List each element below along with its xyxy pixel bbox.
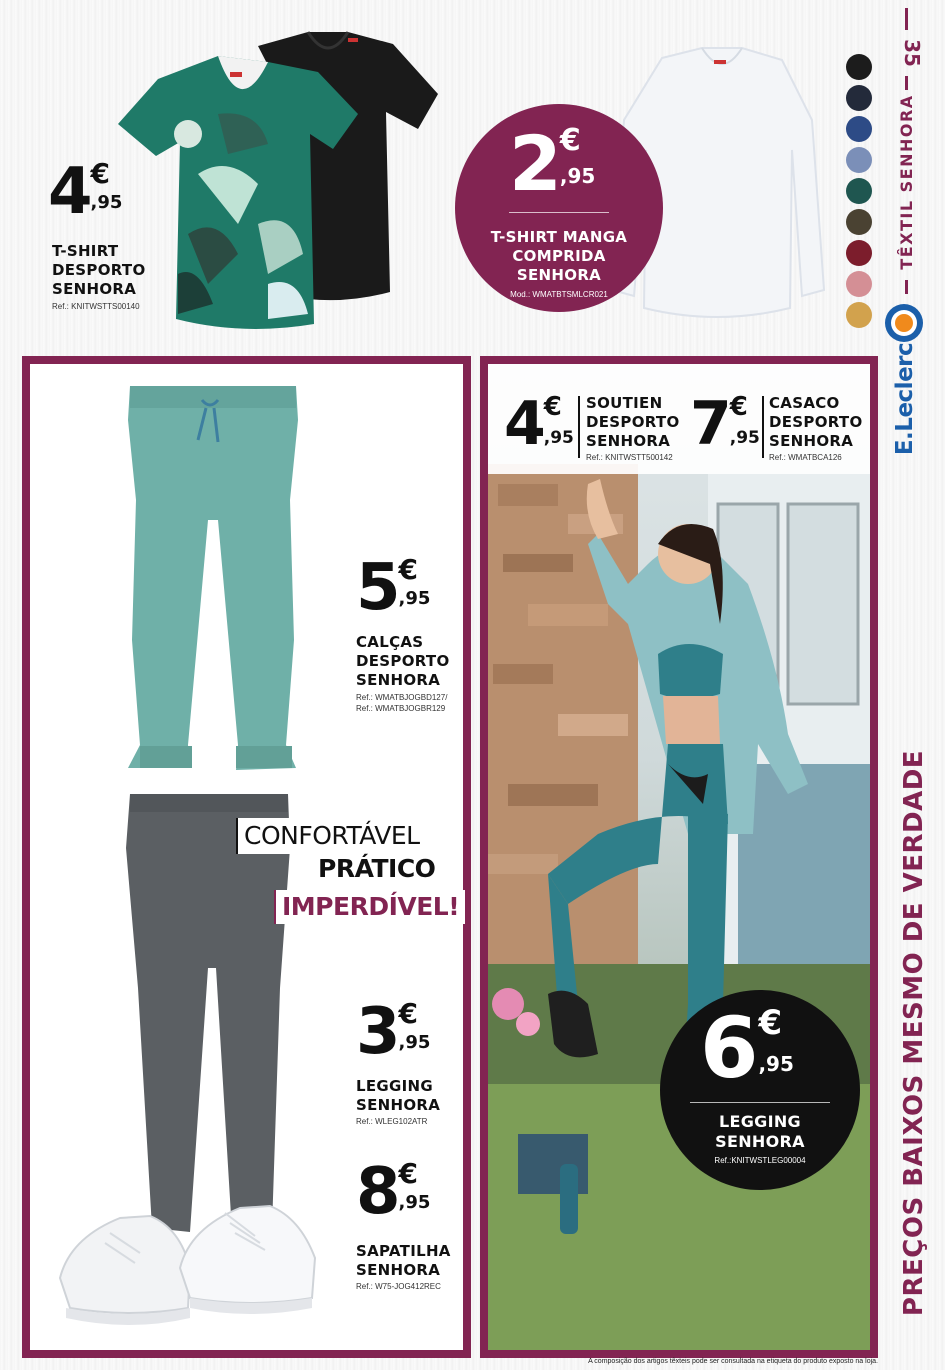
price-currency: € [90,157,111,190]
price-cents: ,95 [398,588,431,609]
color-swatch [846,85,872,111]
price-cents: ,95 [543,428,574,448]
color-swatch [846,271,872,297]
soutien-ref: Ref.: KNITWSTT500142 [586,453,673,462]
tagline-imperdivel: IMPERDÍVEL! [274,890,465,924]
right-photo-panel [480,356,878,1358]
section-label: TÊXTIL SENHORA [897,94,916,270]
tshirt-desporto-ref: Ref.: KNITWSTTS00140 [52,302,140,311]
soutien-name: SOUTIEN DESPORTO SENHORA [586,394,680,450]
price-integer: 7 [690,389,728,459]
tagline-confortavel: CONFORTÁVEL [236,818,426,854]
tagline-pratico: PRÁTICO [312,852,441,886]
price-currency: € [398,1157,419,1190]
legging-estampada-ref: Ref.:KNITWSTLEG00004 [714,1156,806,1165]
sapatilha-price [356,1155,431,1229]
casaco-divider [762,396,764,458]
color-swatch [846,116,872,142]
slogan: PREÇOS BAIXOS MESMO DE VERDADE [899,749,929,1317]
section-divider-bottom [905,280,908,294]
price-integer: 5 [356,551,397,625]
price-currency: € [543,392,562,422]
price-integer: 3 [356,995,397,1069]
price-integer: 4 [48,155,89,229]
calcas-name: CALÇAS DESPORTO SENHORA [356,633,450,689]
price-cents: ,95 [398,1032,431,1053]
color-swatch [846,209,872,235]
footnote: A composição dos artigos têxteis pode ser consultada na etiqueta do produto exposto na loja. [588,1358,878,1365]
price-integer: 2 [509,119,558,208]
color-swatch [846,147,872,173]
calcas-price [356,551,431,625]
price-cents: ,95 [559,164,596,188]
legging-cinza-ref: Ref.: WLEG102ATR [356,1117,428,1126]
page-number: 35 [900,39,924,67]
tshirt-desporto-image [118,24,438,334]
sapatilha-ref: Ref.: W75-JOG412REC [356,1282,441,1291]
price-currency: € [559,123,581,158]
tshirt-desporto-name: T-SHIRT DESPORTO SENHORA [52,242,146,298]
casaco-ref: Ref.: WMATBCA126 [769,453,842,462]
price-currency: € [398,553,419,586]
calcas-image [118,380,308,780]
calcas-ref: Ref.: WMATBJOGBD127/ Ref.: WMATBJOGBR129 [356,693,448,713]
price-cents: ,95 [758,1052,794,1076]
sapatilha-image [30,1168,330,1348]
price-integer: 8 [356,1155,397,1229]
price-integer: 6 [700,999,755,1097]
price-cents: ,95 [398,1192,431,1213]
tshirt-desporto-price [48,155,123,229]
price-currency: € [398,997,419,1030]
price-cents: ,95 [729,428,760,448]
color-swatch [846,54,872,80]
legging-estampada-price [700,999,794,1097]
tshirt-manga-name: T-SHIRT MANGA COMPRIDA SENHORA [490,228,628,284]
soutien-divider [578,396,580,458]
soutien-price [504,389,574,459]
color-swatch [846,302,872,328]
legging-estampada-badge [660,990,860,1190]
price-integer: 4 [504,389,542,459]
legging-cinza-price [356,995,431,1069]
color-swatch [846,178,872,204]
price-currency: € [729,392,748,422]
brand-name: E.Leclerc [892,342,918,456]
tshirt-manga-badge [455,104,663,312]
color-swatch [846,240,872,266]
sapatilha-name: SAPATILHA SENHORA [356,1242,451,1279]
casaco-name: CASACO DESPORTO SENHORA [769,394,863,450]
price-cents: ,95 [90,192,123,213]
price-currency: € [758,1003,783,1043]
legging-estampada-name: LEGGING SENHORA [715,1112,805,1151]
tshirt-manga-ref: Mod.: WMATBTSMLCR021 [510,290,608,299]
tshirt-manga-price [509,119,596,208]
model-photo [488,364,870,1350]
legging-cinza-name: LEGGING SENHORA [356,1077,441,1114]
casaco-price [690,389,760,459]
leclerc-logo [882,300,928,470]
page-number-bar-top [905,8,908,30]
